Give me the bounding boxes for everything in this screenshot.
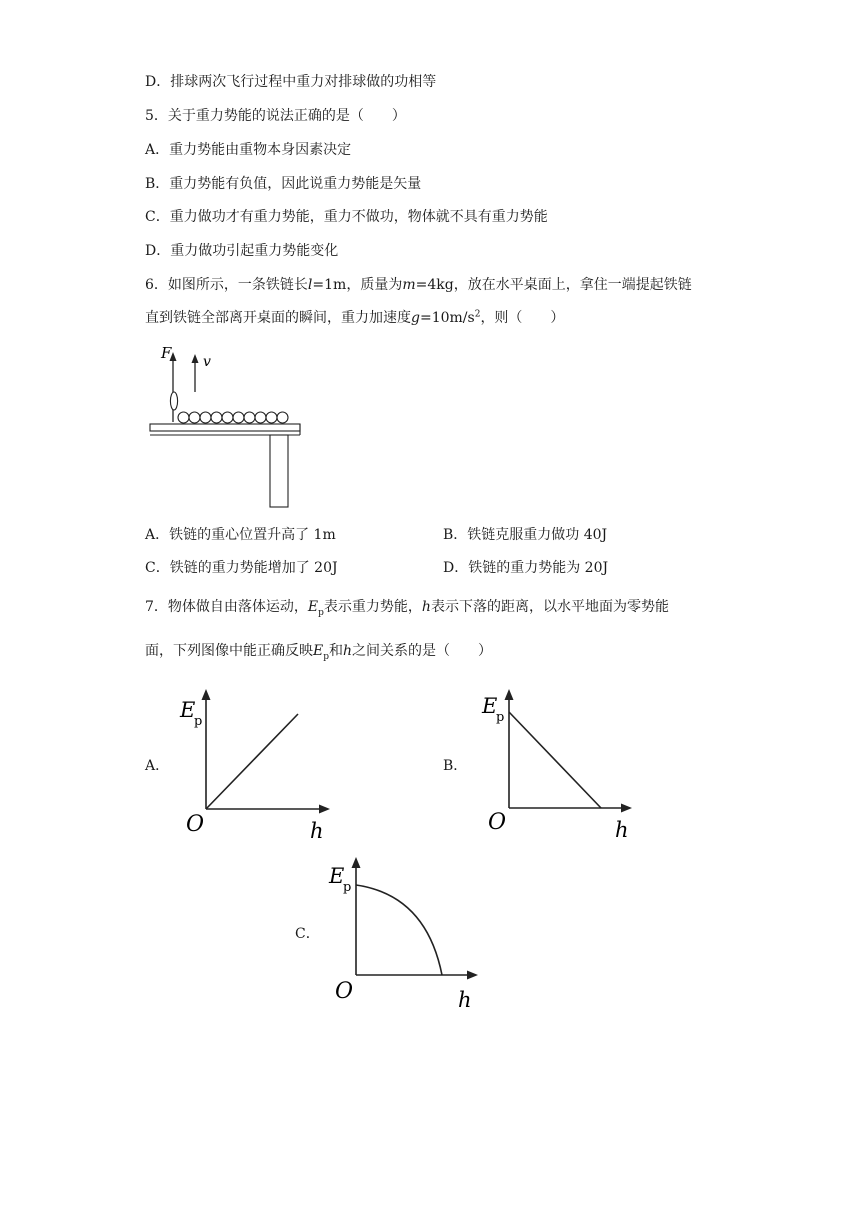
q6-stem-line2: 直到铁链全部离开桌面的瞬间，重力加速度$g=10m/s^2$，则（ ） <box>145 309 565 326</box>
graph-b-curve <box>509 712 601 808</box>
chain-ball <box>222 412 233 423</box>
q6-option-a: A．铁链的重心位置升高了 1m <box>145 527 336 543</box>
graph-b-y-sub: p <box>496 710 505 725</box>
chain-ball <box>178 412 189 423</box>
q6-option-c: C．铁链的重力势能增加了 20J <box>145 560 338 576</box>
chain-ball <box>211 412 222 423</box>
graph-c-origin: O <box>335 979 354 1004</box>
graph-a-x-arrow <box>319 805 330 814</box>
graph-b-svg <box>474 685 644 845</box>
chain-vertical-link <box>170 392 177 410</box>
q5-option-a: A．重力势能由重物本身因素决定 <box>145 142 352 158</box>
graph-a-y-label: E <box>180 698 196 722</box>
graph-c-x-label: h <box>458 988 472 1012</box>
graph-a-label: A． <box>145 758 170 774</box>
q5-option-d: D．重力做功引起重力势能变化 <box>145 243 339 259</box>
graph-c-x-arrow <box>467 971 478 980</box>
chain-ball <box>255 412 266 423</box>
chain-ball <box>189 412 200 423</box>
chain-table-figure <box>145 340 310 512</box>
q5-stem: 5．关于重力势能的说法正确的是（ ） <box>145 108 406 124</box>
graph-a <box>172 685 342 845</box>
graph-c-svg <box>322 853 492 1013</box>
graph-b-x-label: h <box>615 818 629 842</box>
force-label: F <box>161 344 172 362</box>
chain-balls <box>178 412 288 423</box>
graph-c-y-sub: p <box>343 880 352 895</box>
table-top <box>150 424 300 431</box>
velocity-arrow-head <box>192 354 199 363</box>
q7-stem-line1: 7．物体做自由落体运动，$E_p$表示重力势能，h表示下落的距离，以水平地面为零势能 <box>145 599 669 618</box>
graph-c-curve <box>356 885 442 975</box>
chain-ball <box>266 412 277 423</box>
graph-a-x-label: h <box>310 819 324 843</box>
graph-b-y-arrow <box>505 689 514 700</box>
graph-b-y-label: E <box>482 694 498 718</box>
graph-b-label: B． <box>443 758 468 774</box>
chain-table-svg <box>145 340 310 512</box>
q5-option-b: B．重力势能有负值，因此说重力势能是矢量 <box>145 176 422 192</box>
graph-a-svg <box>172 685 342 845</box>
graph-a-y-sub: p <box>194 714 203 729</box>
graph-c-y-arrow <box>352 857 361 868</box>
chain-ball <box>233 412 244 423</box>
graph-c-y-label: E <box>329 864 345 888</box>
graph-a-y-arrow <box>202 689 211 700</box>
graph-b <box>474 685 644 845</box>
q6-stem-line1: 6．如图所示，一条铁链长l=1m，质量为m=4kg，放在水平桌面上，拿住一端提起铁链 <box>145 277 692 293</box>
graph-b-x-arrow <box>621 804 632 813</box>
q6-option-b: B．铁链克服重力做功 40J <box>443 527 608 543</box>
chain-ball <box>277 412 288 423</box>
q7-stem-line2: 面，下列图像中能正确反映$E_p$和h之间关系的是（ ） <box>145 643 493 662</box>
q5-option-c: C．重力做功才有重力势能，重力不做功，物体就不具有重力势能 <box>145 209 548 225</box>
q6-option-d: D．铁链的重力势能为 20J <box>443 560 609 576</box>
graph-c-label: C． <box>295 926 320 942</box>
chain-ball <box>244 412 255 423</box>
graph-c <box>322 853 492 1013</box>
graph-a-curve <box>206 714 298 809</box>
table-leg <box>270 435 288 507</box>
graph-b-origin: O <box>488 810 507 835</box>
q4-option-d: D．排球两次飞行过程中重力对排球做的功相等 <box>145 74 437 90</box>
graph-a-origin: O <box>186 812 205 837</box>
chain-ball <box>200 412 211 423</box>
velocity-label: v <box>203 354 211 370</box>
